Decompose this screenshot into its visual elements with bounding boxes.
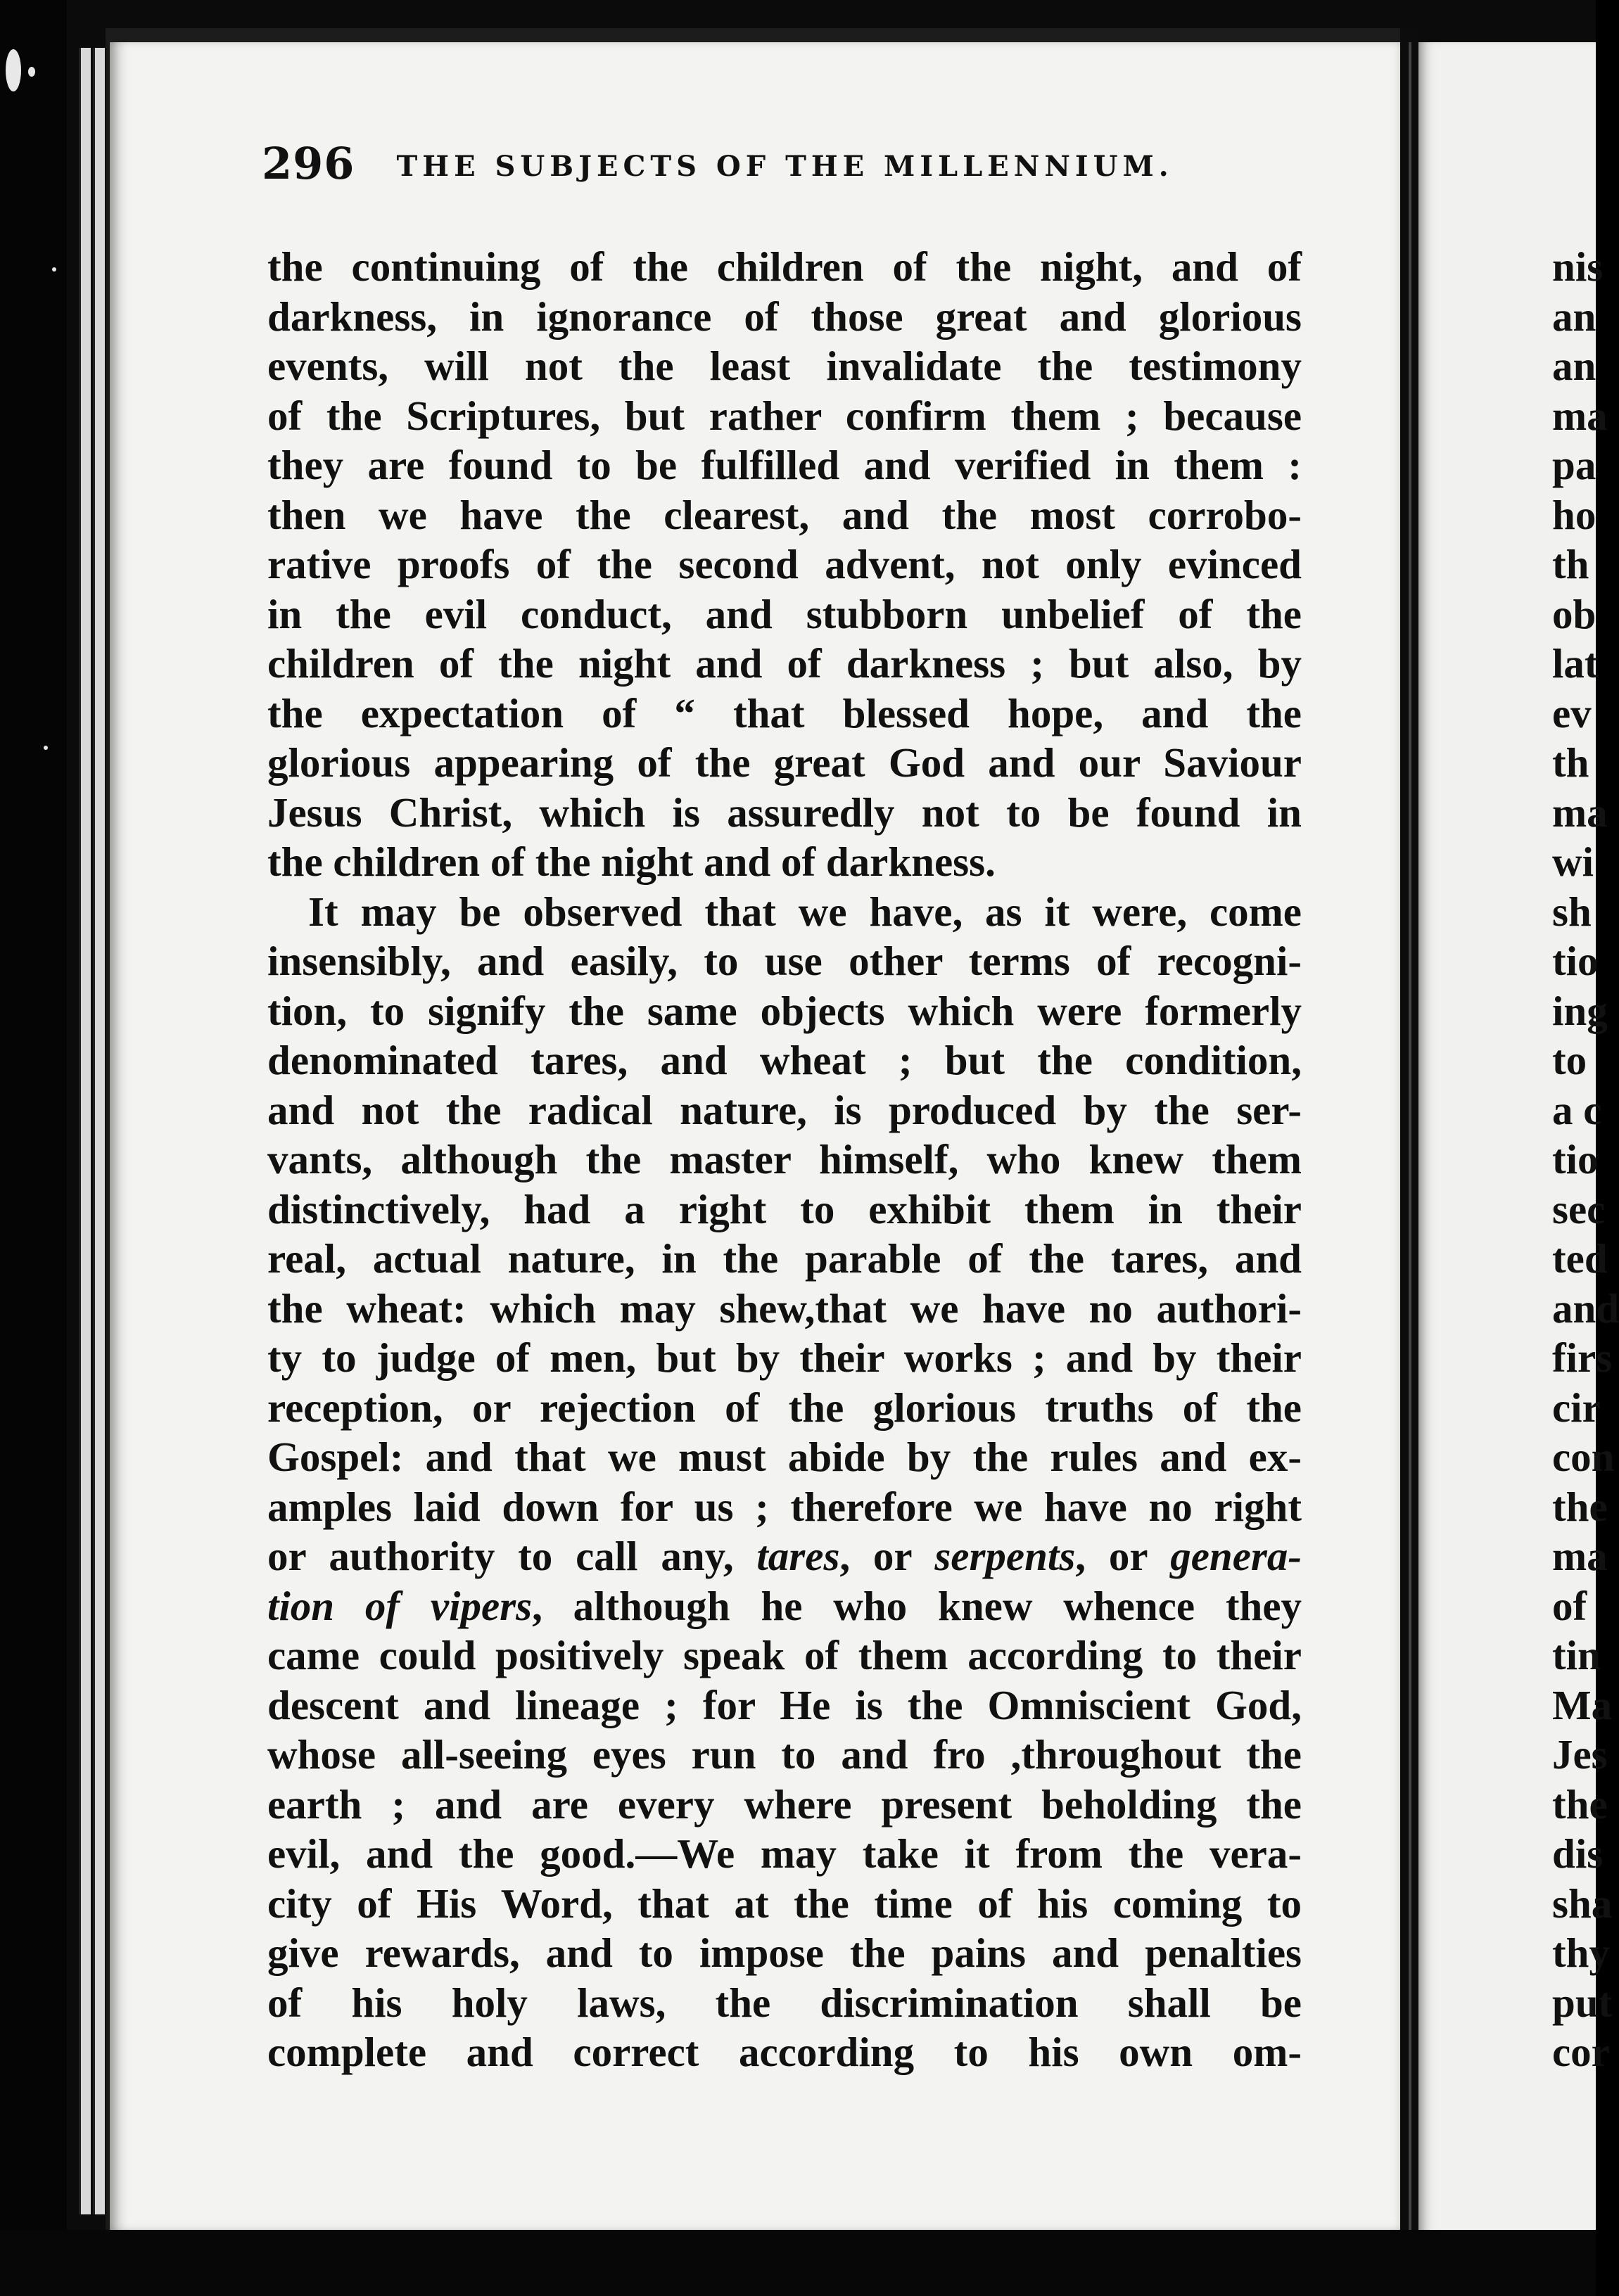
facing-fragment: th: [1552, 739, 1589, 786]
facing-fragment: sha: [1552, 1880, 1613, 1927]
scan-speck: [52, 267, 56, 272]
text-line-with-italics: [267, 1531, 1302, 1581]
paragraph-1: [267, 242, 1302, 887]
text-line: then we have the clearest, and the most corrobo-: [267, 491, 1302, 538]
running-title: THE SUBJECTS OF THE MILLENNIUM.: [396, 150, 1174, 183]
facing-fragment: the: [1552, 1483, 1608, 1530]
text-line: amples laid down for us ; therefore we have no right: [267, 1483, 1302, 1530]
facing-fragment: to: [1552, 1037, 1587, 1083]
facing-fragment: of: [1552, 1582, 1587, 1629]
text-line: darkness, in ignorance of those great and glorious: [267, 293, 1302, 340]
facing-fragment: firs: [1552, 1334, 1613, 1381]
facing-fragment: tin: [1552, 1632, 1601, 1678]
text-line: of his holy laws, the discrimination shall be: [267, 1979, 1302, 2026]
text-run: , although he who knew whence they: [532, 1582, 1302, 1629]
text-line: ty to judge of men, but by their works ; and by their: [267, 1334, 1302, 1381]
text-run: , or: [1075, 1533, 1171, 1579]
text-line: insensibly, and easily, to use other terms of recogni-: [267, 938, 1302, 984]
page-edge-strip: [93, 48, 105, 2214]
text-line: children of the night and of darkness ; but also, by: [267, 640, 1302, 687]
facing-fragment: wi: [1552, 838, 1594, 885]
text-line: reception, or rejection of the glorious truths of the: [267, 1384, 1302, 1431]
facing-fragment: nis: [1552, 243, 1604, 290]
facing-fragment: tio: [1552, 1136, 1599, 1182]
facing-fragment: ev: [1552, 689, 1592, 736]
text-line: events, will not the least invalidate the testimony: [267, 343, 1302, 389]
italic-word-tares: tares: [756, 1533, 840, 1579]
facing-fragment: the: [1552, 1780, 1608, 1828]
scan-speck: [44, 746, 48, 750]
facing-fragment: ma: [1552, 392, 1608, 439]
facing-fragment: an: [1552, 343, 1596, 389]
text-line: distinctively, had a right to exhibit them in their: [267, 1185, 1302, 1232]
facing-fragment: dis: [1552, 1830, 1604, 1877]
italic-word-genera: genera-: [1170, 1533, 1302, 1579]
text-line: tion, to signify the same objects which were formerly: [267, 987, 1302, 1034]
facing-fragment: and: [1552, 1284, 1619, 1332]
body-text: [267, 242, 1302, 2077]
book-fold-line: [1409, 42, 1411, 2237]
facing-fragment: ing: [1552, 987, 1608, 1034]
facing-fragment: Jes: [1552, 1731, 1608, 1778]
text-line: and not the radical nature, is produced by the ser-: [267, 1086, 1302, 1133]
text-line: the continuing of the children of the night, and of: [267, 243, 1302, 290]
text-line: earth ; and are every where present beholding the: [267, 1780, 1302, 1828]
text-line: Jesus Christ, which is assuredly not to be found in: [267, 789, 1302, 836]
text-line: the children of the night and of darkness.: [267, 838, 996, 885]
text-run: or authority to call any,: [267, 1533, 757, 1579]
page-edge-strip: [79, 48, 91, 2214]
running-head: [262, 138, 1174, 189]
text-line: Gospel: and that we must abide by the rules and ex-: [267, 1434, 1302, 1480]
facing-fragment: ob: [1552, 590, 1596, 637]
paragraph-2: [267, 887, 1302, 2077]
italic-word-serpents: serpents: [934, 1533, 1076, 1579]
text-line: they are found to be fulfilled and verified in them :: [267, 442, 1302, 488]
facing-fragment: th: [1552, 541, 1589, 587]
facing-fragment: ma: [1552, 789, 1608, 836]
facing-fragment: sh: [1552, 888, 1592, 935]
text-line: the wheat: which may shew,that we have no authori-: [267, 1284, 1302, 1332]
text-line: vants, although the master himself, who knew them: [267, 1136, 1302, 1182]
text-line: of the Scriptures, but rather confirm them ; because: [267, 392, 1302, 439]
facing-fragment: cor: [1552, 2029, 1610, 2075]
facing-fragment: ho: [1552, 491, 1596, 538]
text-line: denominated tares, and wheat ; but the condition,: [267, 1037, 1302, 1083]
facing-fragment: sec: [1552, 1185, 1606, 1232]
facing-fragment: put: [1552, 1979, 1613, 2026]
facing-fragment: Ma: [1552, 1681, 1613, 1728]
facing-fragment: pa: [1552, 442, 1596, 488]
left-dark-margin: [0, 0, 67, 2296]
text-line: It may be observed that we have, as it were, come: [308, 888, 1302, 935]
text-line: evil, and the good.—We may take it from the vera-: [267, 1830, 1302, 1877]
text-line: in the evil conduct, and stubborn unbelief of the: [267, 590, 1302, 637]
facing-fragment: cir: [1552, 1384, 1601, 1431]
facing-page-fragments: [1552, 242, 1619, 2077]
text-line: complete and correct according to his own om-: [267, 2029, 1302, 2075]
facing-fragment: con: [1552, 1434, 1615, 1480]
text-line: real, actual nature, in the parable of the tares, and: [267, 1235, 1302, 1282]
facing-fragment: ma: [1552, 1533, 1608, 1579]
facing-fragment: ted: [1552, 1235, 1608, 1282]
text-run: , or: [839, 1533, 935, 1579]
scan-speck: [6, 49, 21, 91]
text-line: glorious appearing of the great God and our Saviour: [267, 739, 1302, 786]
facing-fragment: lat: [1552, 640, 1599, 687]
text-line: whose all-seeing eyes run to and fro ,throughout the: [267, 1731, 1302, 1778]
scan-speck: [28, 67, 35, 77]
bottom-dark-margin: [0, 2230, 1596, 2296]
facing-fragment: an: [1552, 293, 1596, 340]
text-line: the expectation of “ that blessed hope, and the: [267, 689, 1302, 736]
text-line: descent and lineage ; for He is the Omniscient God,: [267, 1681, 1302, 1728]
facing-fragment: thy: [1552, 1930, 1610, 1976]
text-line: city of His Word, that at the time of his coming to: [267, 1880, 1302, 1927]
text-line: rative proofs of the second advent, not only evinced: [267, 541, 1302, 587]
text-line-with-italics: [267, 1581, 1302, 1631]
text-line: give rewards, and to impose the pains and penalties: [267, 1930, 1302, 1976]
page-number: 296: [262, 138, 355, 189]
facing-fragment: a c: [1552, 1086, 1602, 1133]
italic-phrase-vipers: tion of vipers: [267, 1582, 533, 1629]
text-line: came could positively speak of them according to their: [267, 1632, 1302, 1678]
facing-fragment: tio: [1552, 938, 1599, 984]
